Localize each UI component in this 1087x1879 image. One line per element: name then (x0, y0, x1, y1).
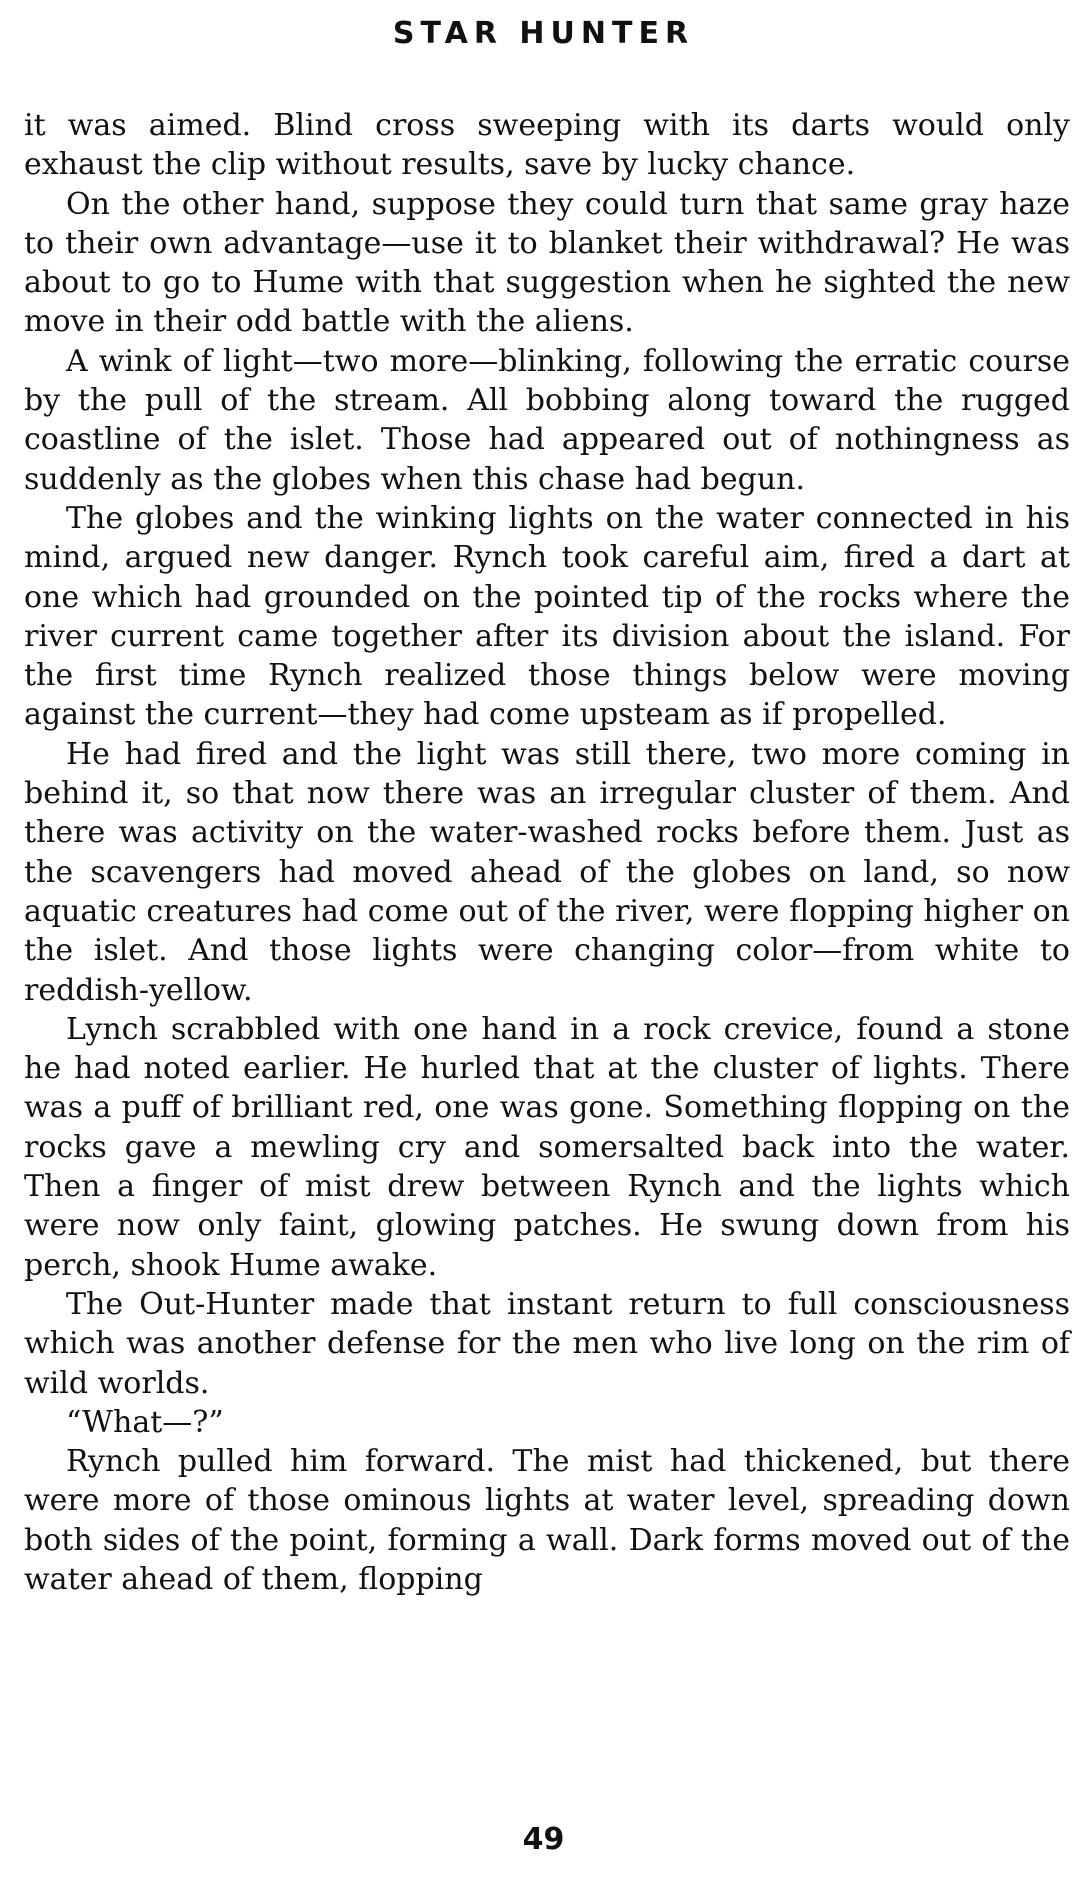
paragraph-7: The Out-Hunter made that instant return to full consciousness which was another defense for the men who live long on the rim of wild worlds. (24, 1286, 1070, 1401)
paragraph-9: Rynch pulled him forward. The mist had thickened, but there were more of those ominous lights at water level, spreading down both sides of the point, forming a wall. Dark forms moved out of the water ahead of them, flopping (24, 1444, 1070, 1597)
paragraph-3: A wink of light—two more—blinking, following the erratic course by the pull of the stream. All bobbing along toward the rugged coastline of the islet. Those had appeared out of nothingness as suddenly as the globes when this chase had begun. (24, 343, 1070, 497)
running-head: STAR HUNTER (392, 16, 695, 51)
paragraph-2: On the other hand, suppose they could turn that same gray haze to their own advantage—use it to blanket their withdrawal? He was about to go to Hume with that suggestion when he sighted the new move in their odd battle with the aliens. (24, 186, 1070, 340)
body-text (24, 106, 1070, 1599)
paragraph-4: The globes and the winking lights on the water connected in his mind, argued new danger. Rynch took careful aim, fired a dart at one which had grounded on the pointed tip of the rocks where the river current came together after its division about the island. For the first time Rynch realized those things below were moving against the current—they had come upsteam as if propelled. (24, 500, 1070, 733)
page-number: 49 (522, 1822, 565, 1857)
paragraph-6: Lynch scrabbled with one hand in a rock crevice, found a stone he had noted earlier. He hurled that at the cluster of lights. There was a puff of brilliant red, one was gone. Something flopping on the rocks gave a mewling cry and somersalted back into the water. Then a finger of mist drew between Rynch and the lights which were now only faint, glowing patches. He swung down from his perch, shook Hume awake. (24, 1011, 1070, 1283)
paragraph-5: He had fired and the light was still there, two more coming in behind it, so that now there was an irregular cluster of them. And there was activity on the water-washed rocks before them. Just as the scavengers had moved ahead of the globes on land, so now aquatic creatures had come out of the river, were flopping higher on the islet. And those lights were changing color—from white to reddish-yellow. (24, 736, 1070, 1008)
paragraph-1: it was aimed. Blind cross sweeping with its darts would only exhaust the clip without results, save by lucky chance. (24, 108, 1070, 183)
paragraph-8: “What—?” (66, 1404, 224, 1440)
